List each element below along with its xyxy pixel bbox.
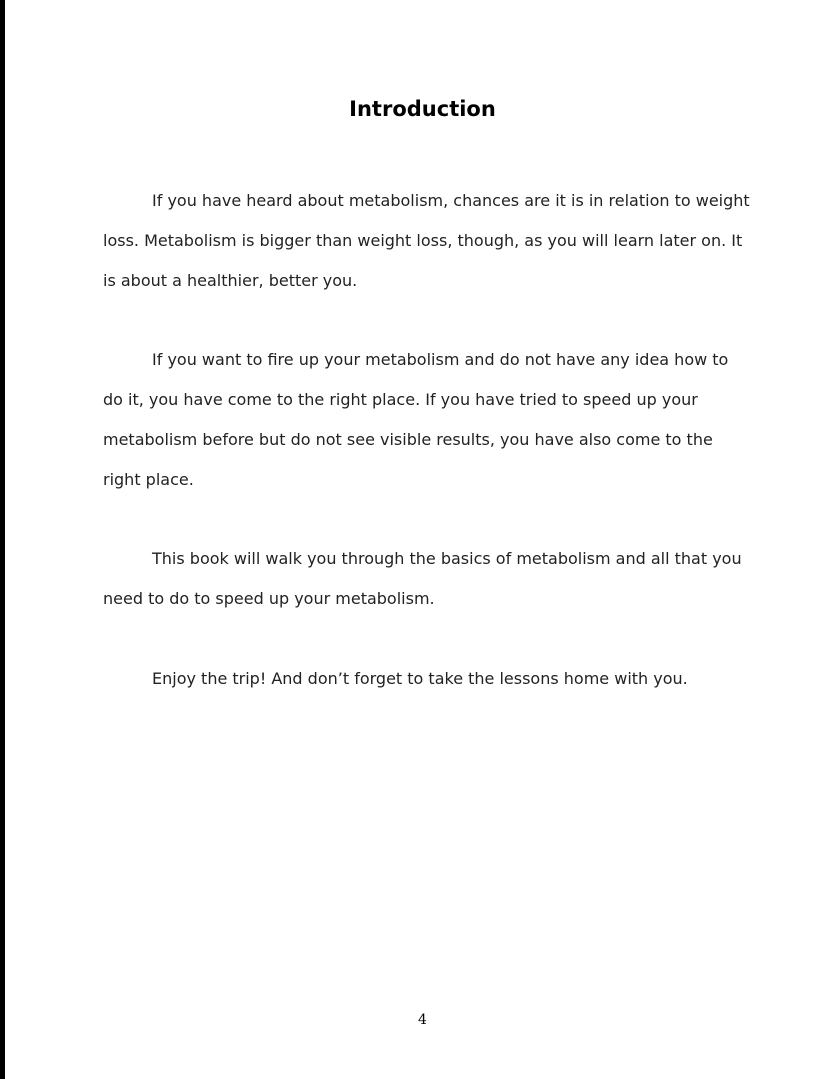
paragraph-2: If you want to fire up your metabolism and do not have any idea how to do it, you have come to the right place. If you have tried to speed up your metabolism before but do not see visible results, you have also come to the right place. xyxy=(103,350,729,489)
document-page xyxy=(5,0,828,1079)
paragraph-3: This book will walk you through the basics of metabolism and all that you need to do to speed up your metabolism. xyxy=(103,549,742,608)
page-title: Introduction xyxy=(349,97,496,121)
paragraph-4: Enjoy the trip! And don’t forget to take the lessons home with you. xyxy=(152,669,688,688)
right-page-margin xyxy=(828,0,840,1079)
page-number: 4 xyxy=(418,1012,427,1028)
paragraph-1: If you have heard about metabolism, chances are it is in relation to weight loss. Metabolism is bigger than weight loss, though, as you will learn later on. It is about a healthier, better you. xyxy=(103,191,750,290)
